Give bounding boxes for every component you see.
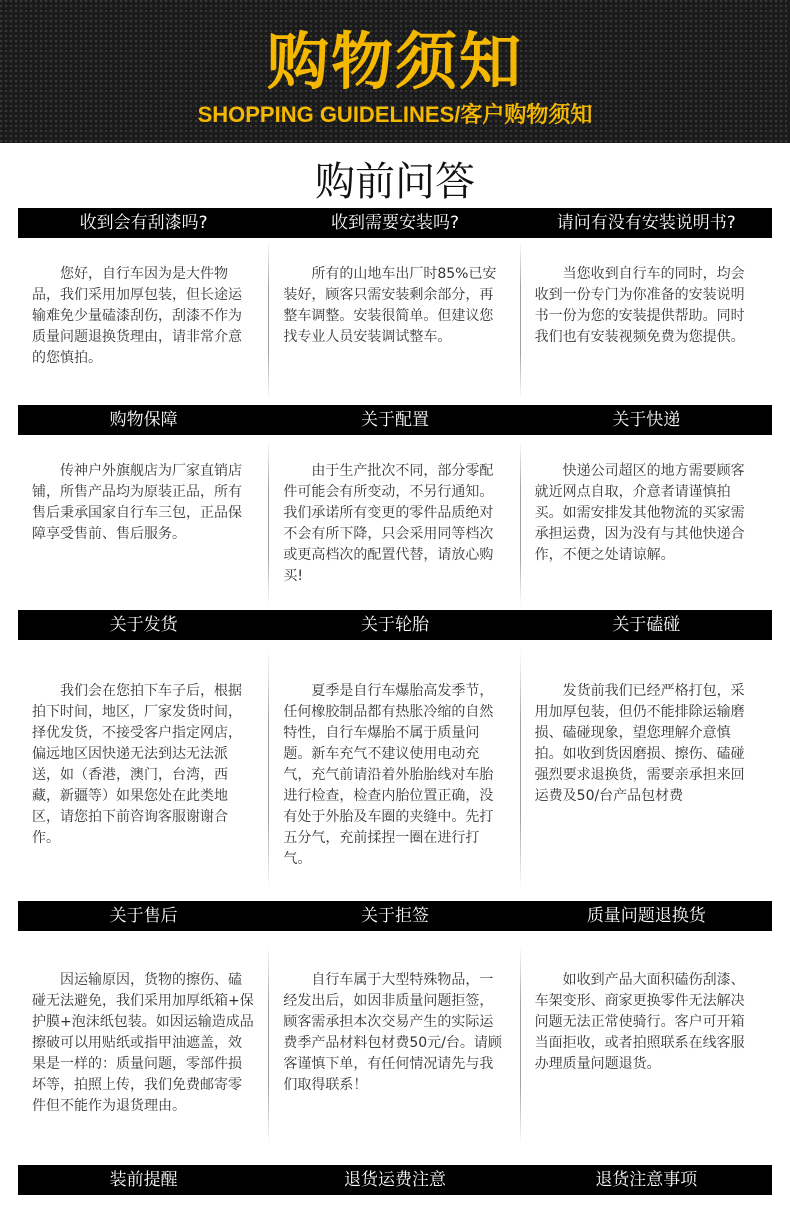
content-column xyxy=(18,681,269,891)
content-column xyxy=(521,681,772,891)
content-column xyxy=(269,970,520,1150)
content-column xyxy=(521,264,772,404)
content-text: 所有的山地车出厂时85%已安装好，顾客只需安装剩余部分，再整车调整。安装很简单。但建议您找专业人员安装调试整车。 xyxy=(283,266,497,345)
bar-heading: 收到会有刮漆吗? xyxy=(79,213,208,233)
bar-heading: 请问有没有安装说明书? xyxy=(556,213,736,233)
content-column xyxy=(18,461,269,601)
bar-heading: 关于售后 xyxy=(109,906,178,926)
bar-heading: 关于轮胎 xyxy=(360,615,429,635)
bar-heading: 退货运费注意 xyxy=(343,1170,446,1190)
content-text: 快递公司超区的地方需要顾客就近网点自取，介意者请谨慎拍买。如需安排发其他物流的买家需承担运费，因为没有与其他快递合作，不便之处请谅解。 xyxy=(534,463,745,563)
bar-heading: 关于拒签 xyxy=(360,906,429,926)
header-bar-1 xyxy=(18,208,772,238)
bar-heading: 关于快递 xyxy=(612,410,681,430)
header-bar-4 xyxy=(18,901,772,931)
content-text: 夏季是自行车爆胎高发季节，任何橡胶制品都有热胀冷缩的自然特性，自行车爆胎不属于质量问题。新车充气不建议使用电动充气，充气前请沿着外胎胎线对车胎进行检查，检查内胎位置正确，没有处于外胎及车圈的夹缝中。先打五分气，充前揉捏一圈在进行打气。 xyxy=(283,683,494,867)
bar-heading: 装前提醒 xyxy=(109,1170,178,1190)
content-column xyxy=(269,461,520,601)
bar-heading: 关于发货 xyxy=(109,615,178,635)
header-bar-5 xyxy=(18,1165,772,1195)
content-column xyxy=(269,264,520,404)
bar-heading: 关于磕碰 xyxy=(612,615,681,635)
column-divider xyxy=(520,440,521,605)
content-text: 当您收到自行车的同时，均会收到一份专门为你准备的安装说明书一份为您的安装提供帮助。同时我们也有安装视频免费为您提供。 xyxy=(534,266,745,345)
column-divider xyxy=(520,650,521,890)
bar-heading: 退货注意事项 xyxy=(595,1170,698,1190)
content-column xyxy=(18,264,269,404)
content-text: 发货前我们已经严格打包，采用加厚包装，但仍不能排除运输磨损、磕碰现象，望您理解介意慎拍。如收到货因磨损、擦伤、磕碰强烈要求退换货，需要亲承担来回运费及50/台产品包材费 xyxy=(534,683,745,804)
column-divider xyxy=(268,240,269,400)
content-column xyxy=(18,970,269,1150)
column-divider xyxy=(268,650,269,890)
column-divider xyxy=(520,240,521,400)
content-text: 由于生产批次不同，部分零配件可能会有所变动，不另行通知。我们承诺所有变更的零件品质绝对不会有所下降，只会采用同等档次或更高档次的配置代替，请放心购买! xyxy=(283,463,494,584)
column-divider xyxy=(520,945,521,1145)
content-column xyxy=(269,681,520,891)
content-text: 如收到产品大面积磕伤刮漆、车架变形、商家更换零件无法解决问题无法正常使骑行。客户可开箱当面拒收，或者拍照联系在线客服办理质量问题退货。 xyxy=(534,972,745,1072)
bar-heading: 收到需要安装吗? xyxy=(330,213,459,233)
header-banner xyxy=(0,0,790,143)
content-row-1 xyxy=(18,264,772,404)
column-divider xyxy=(268,440,269,605)
bar-heading: 购物保障 xyxy=(109,410,178,430)
bar-heading: 质量问题退换货 xyxy=(586,906,706,926)
content-column xyxy=(521,970,772,1150)
bar-heading: 关于配置 xyxy=(360,410,429,430)
content-text: 自行车属于大型特殊物品，一经发出后，如因非质量问题拒签，顾客需承担本次交易产生的实际运费季产品材料包材费50元/台。请顾客谨慎下单，有任何情况请先与我们取得联系！ xyxy=(283,972,502,1093)
content-text: 我们会在您拍下车子后，根据拍下时间，地区，厂家发货时间，择优发货，不接受客户指定网店，偏远地区因快递无法到达无法派送，如（香港，澳门，台湾，西藏，新疆等）如果您处在此类地区，请您拍下前咨询客服谢谢合作。 xyxy=(32,683,242,846)
content-text: 因运输原因，货物的擦伤、磕碰无法避免，我们采用加厚纸箱+保护膜+泡沫纸包装。如因运输造成品擦破可以用贴纸或指甲油遮盖，效果是一样的：质量问题，零部件损坏等，拍照上传，我们免费邮寄零件但不能作为退货理由。 xyxy=(32,972,254,1114)
content-row-3 xyxy=(18,681,772,891)
header-bar-2 xyxy=(18,405,772,435)
content-row-2 xyxy=(18,461,772,601)
content-row-4 xyxy=(18,970,772,1150)
content-text: 传神户外旗舰店为厂家直销店铺，所售产品均为原装正品，所有售后秉承国家自行车三包，正品保障享受售前、售后服务。 xyxy=(32,463,242,542)
column-divider xyxy=(268,945,269,1145)
content-column xyxy=(521,461,772,601)
header-bar-3 xyxy=(18,610,772,640)
page-title: 购物须知 xyxy=(266,25,523,98)
page-subtitle: SHOPPING GUIDELINES/客户购物须知 xyxy=(197,102,593,127)
section-title: 购前问答 xyxy=(315,159,475,205)
content-text: 您好，自行车因为是大件物品，我们采用加厚包装，但长途运输难免少量磕漆刮伤，刮漆不作为质量问题退换货理由，请非常介意的您慎拍。 xyxy=(32,266,242,366)
